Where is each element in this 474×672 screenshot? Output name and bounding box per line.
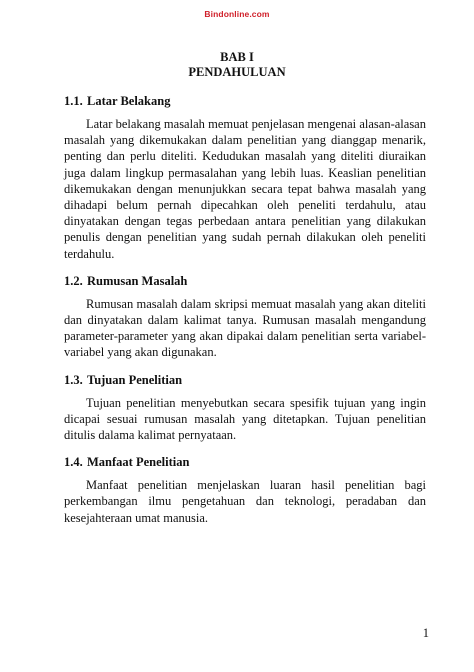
page-number: 1 bbox=[422, 626, 429, 640]
section-number: 1.4. bbox=[64, 455, 83, 470]
watermark-text: Bindonline.com bbox=[204, 9, 270, 19]
section-paragraph: Latar belakang masalah memuat penjelasan mengenai alasan-alasan masalah yang dikemukakan dalam penelitian yang dianggap menarik, penting dan perlu diteliti. Kedudukan masalah yang diteliti diuraikan juga dalam lingkup permasalahan yang lebih luas. Keaslian penelitian dikemukakan dengan menunjukkan secara tepat bahwa masalah yang dihadapi belum pernah dipecahkan oleh peneliti terdahulu, atau dinyatakan dengan tegas perbedaan antara penelitian yang dilakukan penulis dengan penelitian yang sudah pernah dilakukan oleh peneliti terdahulu. bbox=[64, 117, 426, 261]
section-number: 1.1. bbox=[64, 94, 83, 108]
section-number: 1.2. bbox=[64, 273, 83, 288]
section-title: Manfaat Penelitian bbox=[87, 455, 190, 470]
section-heading bbox=[64, 94, 426, 109]
section-latar-belakang bbox=[64, 94, 426, 262]
chapter-title: PENDAHULUAN bbox=[188, 65, 286, 79]
section-heading bbox=[64, 274, 426, 289]
section-title: Tujuan Penelitian bbox=[87, 372, 183, 387]
section-tujuan-penelitian bbox=[64, 373, 426, 444]
section-heading bbox=[64, 455, 426, 470]
section-manfaat-penelitian bbox=[64, 455, 426, 526]
section-paragraph: Rumusan masalah dalam skripsi memuat masalah yang akan diteliti dan dinyatakan dalam kalimat tanya. Rumusan masalah mengandung parameter-parameter yang akan dipakai dalam penelitian serta variabel-variabel yang akan digunakan. bbox=[64, 296, 426, 360]
section-number: 1.3. bbox=[64, 372, 83, 387]
section-title: Rumusan Masalah bbox=[87, 273, 188, 288]
section-paragraph: Tujuan penelitian menyebutkan secara spesifik tujuan yang ingin dicapai sesuai rumusan masalah yang ditetapkan. Tujuan penelitian ditulis dalama kalimat pernyataan. bbox=[64, 395, 426, 443]
section-heading bbox=[64, 373, 426, 388]
section-title: Latar Belakang bbox=[87, 94, 171, 108]
section-paragraph: Manfaat penelitian menjelaskan luaran hasil penelitian bagi perkembangan ilmu pengetahuan dan teknologi, peradaban dan kesejahteraan umat manusia. bbox=[64, 478, 426, 525]
chapter-header bbox=[0, 50, 474, 80]
section-rumusan-masalah bbox=[64, 274, 426, 361]
document-body bbox=[64, 94, 426, 526]
chapter-number: BAB I bbox=[220, 50, 254, 64]
